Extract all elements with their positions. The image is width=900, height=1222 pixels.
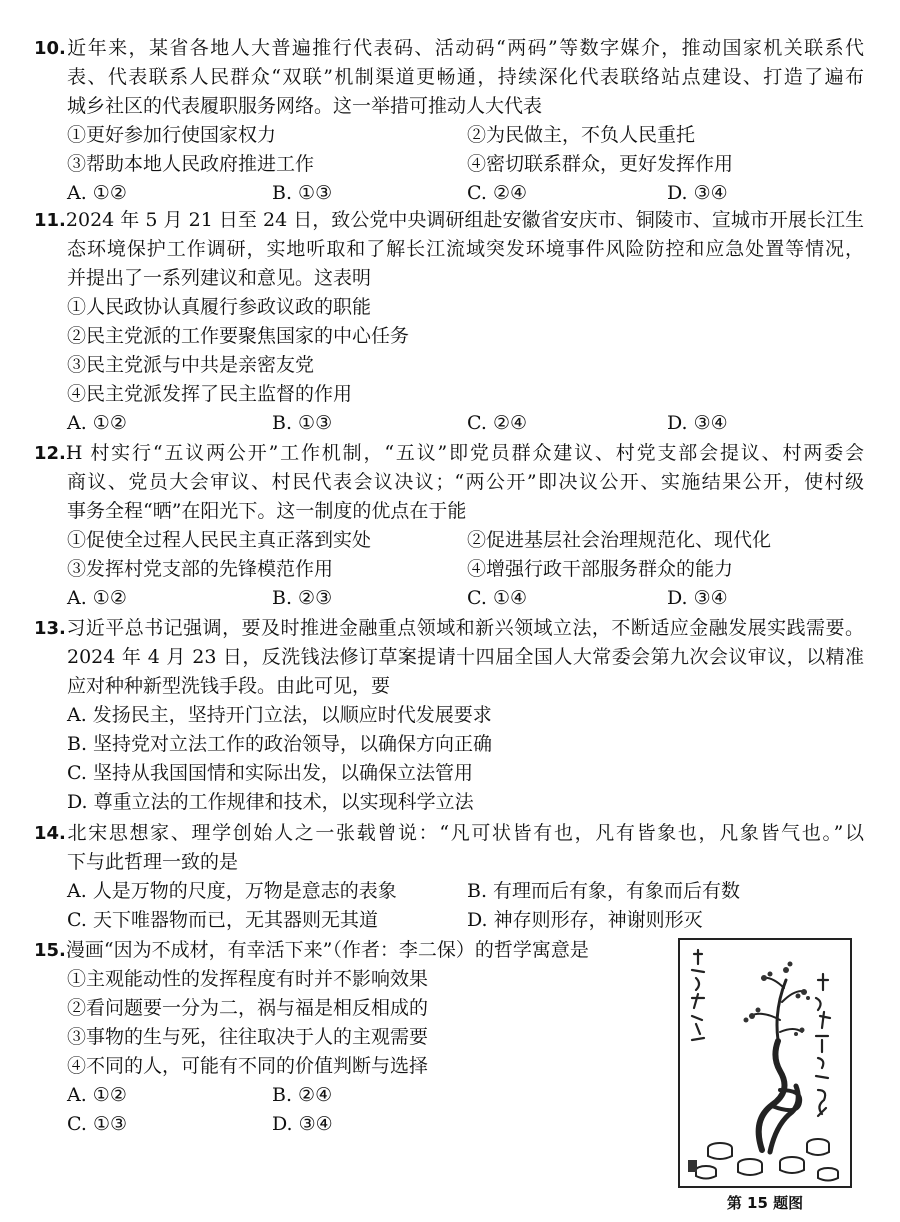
cartoon-figure	[678, 938, 852, 1188]
choice-c[interactable]: C. ②④	[467, 412, 528, 434]
question-13-line-2: 2024 年 4 月 23 日，反洗钱法修订草案提请十四届全国人大常委会第九次会议审议，以精准	[67, 646, 864, 668]
statement-1: ①促使全过程人民民主真正落到实处	[67, 529, 372, 551]
choice-c[interactable]: C. ②④	[467, 182, 528, 204]
question-14	[34, 819, 864, 935]
choice-b[interactable]: B. 坚持党对立法工作的政治领导，以确保方向正确	[67, 733, 493, 755]
question-number: 10.	[34, 38, 66, 59]
statement-2: ②促进基层社会治理规范化、现代化	[467, 529, 772, 551]
choice-d[interactable]: D. ③④	[667, 182, 728, 204]
choice-row	[34, 906, 864, 935]
statement-4: ④民主党派发挥了民主监督的作用	[67, 383, 353, 405]
statement-1: ①主观能动性的发挥程度有时并不影响效果	[67, 968, 429, 990]
choice-a[interactable]: A. ①②	[67, 1084, 127, 1106]
statement-1: ①人民政协认真履行参政议政的职能	[67, 296, 372, 318]
question-12-line-2: 商议、党员大会审议、村民代表会议决议；“两公开”即决议公开、实施结果公开，使村级	[67, 471, 864, 493]
question-13-line-1: 13.习近平总书记强调，要及时推进金融重点领域和新兴领域立法，不断适应金融发展实践需要。	[34, 617, 864, 639]
statement-4: ④不同的人，可能有不同的价值判断与选择	[67, 1055, 429, 1077]
choice-a[interactable]: A. 人是万物的尺度，万物是意志的表象	[67, 880, 397, 902]
choice-row	[34, 877, 864, 906]
question-number: 12.	[34, 443, 66, 464]
question-12-line-3: 事务全程“晒”在阳光下。这一制度的优点在于能	[67, 500, 467, 522]
choice-row	[34, 179, 864, 208]
statement-row	[34, 150, 864, 179]
question-13	[34, 614, 864, 817]
choice-d[interactable]: D. 神存则形存，神谢则形灭	[467, 909, 703, 931]
question-15-line-1: 15.漫画“因为不成材，有幸活下来”（作者：李二保）的哲学寓意是	[34, 939, 589, 961]
statement-1: ①更好参加行使国家权力	[67, 124, 277, 146]
question-12-line-1: 12.H 村实行“五议两公开”工作机制，“五议”即党员群众建议、村党支部会提议、村两委会	[34, 442, 864, 464]
question-10	[34, 34, 864, 208]
statement-3: ③发挥村党支部的先锋模范作用	[67, 558, 334, 580]
figure-caption: 第 15 题图	[726, 1194, 804, 1212]
tree-stumps	[696, 1139, 838, 1181]
choice-d[interactable]: D. ③④	[667, 587, 728, 609]
choice-a[interactable]: A. ①②	[67, 182, 127, 204]
statement-3: ③民主党派与中共是亲密友党	[67, 354, 315, 376]
question-number: 15.	[34, 940, 66, 961]
question-12	[34, 439, 864, 613]
choice-row	[34, 1081, 667, 1110]
statement-row	[34, 555, 864, 584]
choice-c[interactable]: C. ①④	[467, 587, 528, 609]
question-11-line-1: 11.2024 年 5 月 21 日至 24 日，致公党中央调研组赴安徽省安庆市、铜陵市、宣城市开展长江生	[34, 209, 864, 231]
choice-row	[34, 1110, 667, 1139]
calligraphy-inscription	[692, 950, 830, 1116]
choice-d[interactable]: D. 尊重立法的工作规律和技术，以实现科学立法	[67, 791, 474, 813]
choice-c[interactable]: C. ①③	[67, 1113, 128, 1135]
statement-3: ③帮助本地人民政府推进工作	[67, 153, 315, 175]
question-10-line-1: 10.近年来，某省各地人大普遍推行代表码、活动码“两码”等数字媒介，推动国家机关联系代	[34, 37, 864, 59]
question-number: 11.	[34, 210, 66, 231]
question-13-line-3: 应对种种新型洗钱手段。由此可见，要	[67, 675, 391, 697]
choice-b[interactable]: B. ①③	[272, 412, 333, 434]
question-11-line-3: 并提出了一系列建议和意见。这表明	[67, 267, 372, 289]
choice-d[interactable]: D. ③④	[272, 1113, 333, 1135]
question-number: 14.	[34, 823, 66, 844]
question-14-line-2: 下与此哲理一致的是	[67, 851, 239, 873]
choice-c[interactable]: C. 坚持从我国国情和实际出发，以确保立法管用	[67, 762, 473, 784]
choice-b[interactable]: B. ②④	[272, 1084, 333, 1106]
choice-a[interactable]: A. ①②	[67, 587, 127, 609]
question-number: 13.	[34, 618, 66, 639]
choice-b[interactable]: B. ②③	[272, 587, 333, 609]
statement-2: ②为民做主，不负人民重托	[467, 124, 696, 146]
statement-4: ④密切联系群众，更好发挥作用	[467, 153, 734, 175]
choice-d[interactable]: D. ③④	[667, 412, 728, 434]
statement-4: ④增强行政干部服务群众的能力	[467, 558, 734, 580]
choice-b[interactable]: B. 有理而后有象，有象而后有数	[467, 880, 741, 902]
question-11	[34, 206, 864, 438]
choice-a[interactable]: A. 发扬民主，坚持开门立法，以顺应时代发展要求	[67, 704, 492, 726]
statement-row	[34, 526, 864, 555]
statement-2: ②看问题要一分为二，祸与福是相反相成的	[67, 997, 429, 1019]
question-14-line-1: 14.北宋思想家、理学创始人之一张载曾说：“凡可状皆有也，凡有皆象也，凡象皆气也。”以	[34, 822, 864, 844]
question-11-line-2: 态环境保护工作调研，实地听取和了解长江流域突发环境事件风险防控和应急处置等情况，	[67, 238, 864, 260]
statement-3: ③事物的生与死，往往取决于人的主观需要	[67, 1026, 429, 1048]
choice-row	[34, 584, 864, 613]
statement-row	[34, 121, 864, 150]
tree	[750, 978, 806, 1152]
choice-c[interactable]: C. 天下唯器物而已，无其器则无其道	[67, 909, 378, 931]
choice-row	[34, 409, 864, 438]
question-10-line-2: 表、代表联系人民群众“双联”机制渠道更畅通，持续深化代表联络站点建设、打造了遍布	[67, 66, 864, 88]
statement-2: ②民主党派的工作要聚焦国家的中心任务	[67, 325, 410, 347]
cartoon-tree-illustration	[680, 940, 850, 1186]
question-10-line-3: 城乡社区的代表履职服务网络。这一举措可推动人大代表	[67, 95, 543, 117]
seal-stamp	[688, 1160, 697, 1172]
choice-b[interactable]: B. ①③	[272, 182, 333, 204]
choice-a[interactable]: A. ①②	[67, 412, 127, 434]
